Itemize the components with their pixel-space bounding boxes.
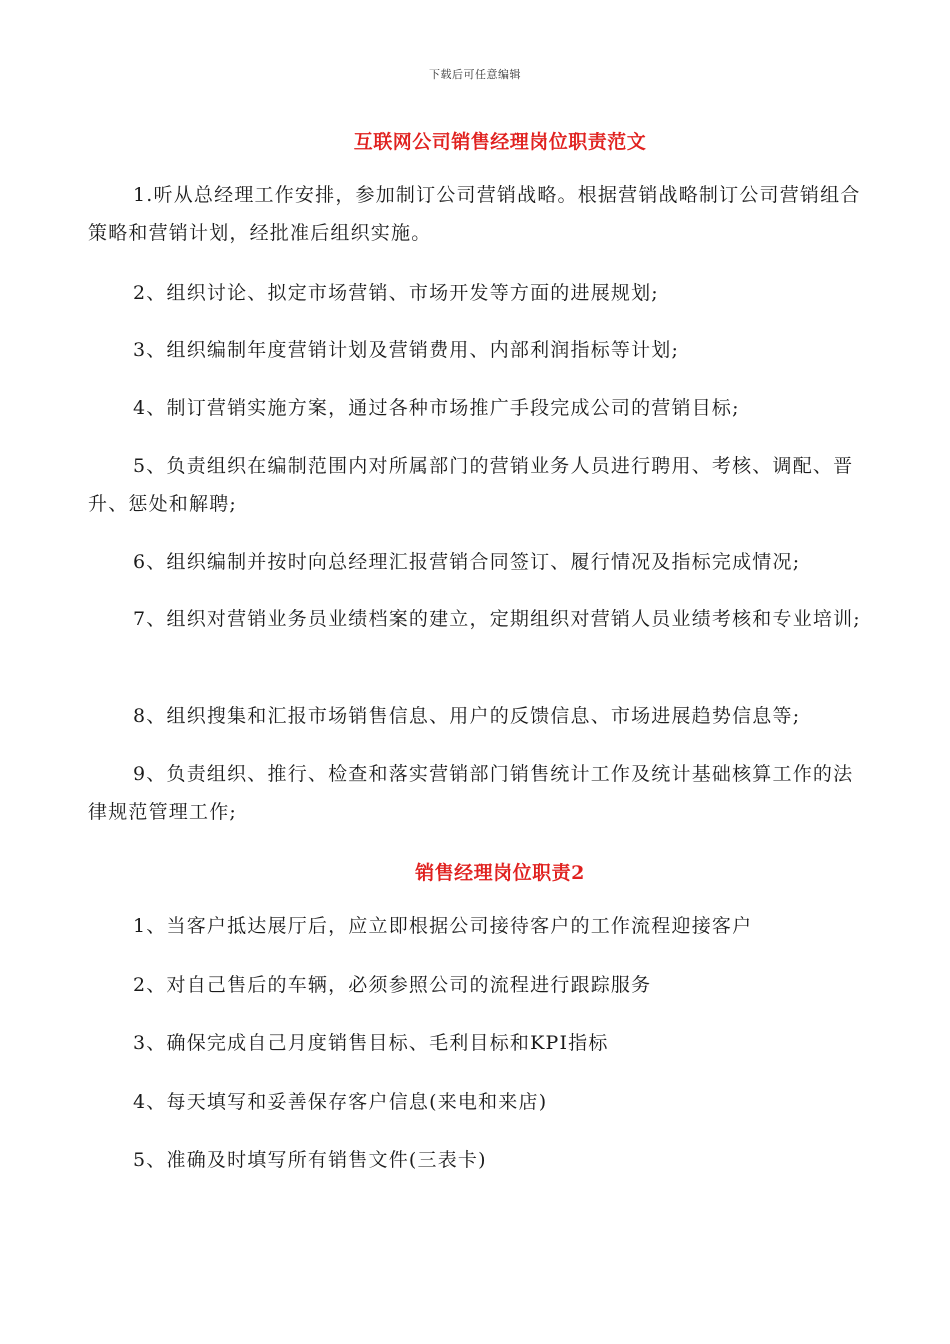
paragraph: 5、准确及时填写所有销售文件(三表卡) bbox=[133, 1149, 487, 1171]
paragraph: 6、组织编制并按时向总经理汇报营销合同签订、履行情况及指标完成情况; bbox=[133, 551, 801, 573]
paragraph: 2、对自己售后的车辆，必须参照公司的流程进行跟踪服务 bbox=[133, 974, 652, 996]
paragraph: 4、每天填写和妥善保存客户信息(来电和来店) bbox=[133, 1091, 548, 1113]
paragraph: 1.听从总经理工作安排，参加制订公司营销战略。根据营销战略制订公司营销组合策略和营销计划，经批准后组织实施。 bbox=[88, 184, 861, 244]
paragraph: 2、组织讨论、拟定市场营销、市场开发等方面的进展规划; bbox=[133, 282, 659, 304]
paragraph: 3、组织编制年度营销计划及营销费用、内部利润指标等计划; bbox=[133, 339, 680, 361]
section-subtitle: 销售经理岗位职责2 bbox=[415, 862, 585, 884]
paragraph: 1、当客户抵达展厅后，应立即根据公司接待客户的工作流程迎接客户 bbox=[133, 915, 753, 937]
paragraph: 8、组织搜集和汇报市场销售信息、用户的反馈信息、市场进展趋势信息等; bbox=[133, 705, 801, 727]
paragraph: 7、组织对营销业务员业绩档案的建立，定期组织对营销人员业绩考核和专业培训; bbox=[133, 608, 861, 630]
paragraph: 3、确保完成自己月度销售目标、毛利目标和KPI指标 bbox=[133, 1032, 609, 1054]
paragraph: 4、制订营销实施方案，通过各种市场推广手段完成公司的营销目标; bbox=[133, 397, 740, 419]
paragraph: 5、负责组织在编制范围内对所属部门的营销业务人员进行聘用、考核、调配、晋升、惩处和解聘; bbox=[88, 455, 854, 515]
document-title: 互联网公司销售经理岗位职责范文 bbox=[353, 131, 647, 153]
header-note: 下载后可任意编辑 bbox=[429, 68, 521, 81]
paragraph: 9、负责组织、推行、检查和落实营销部门销售统计工作及统计基础核算工作的法律规范管理工作; bbox=[88, 763, 854, 823]
